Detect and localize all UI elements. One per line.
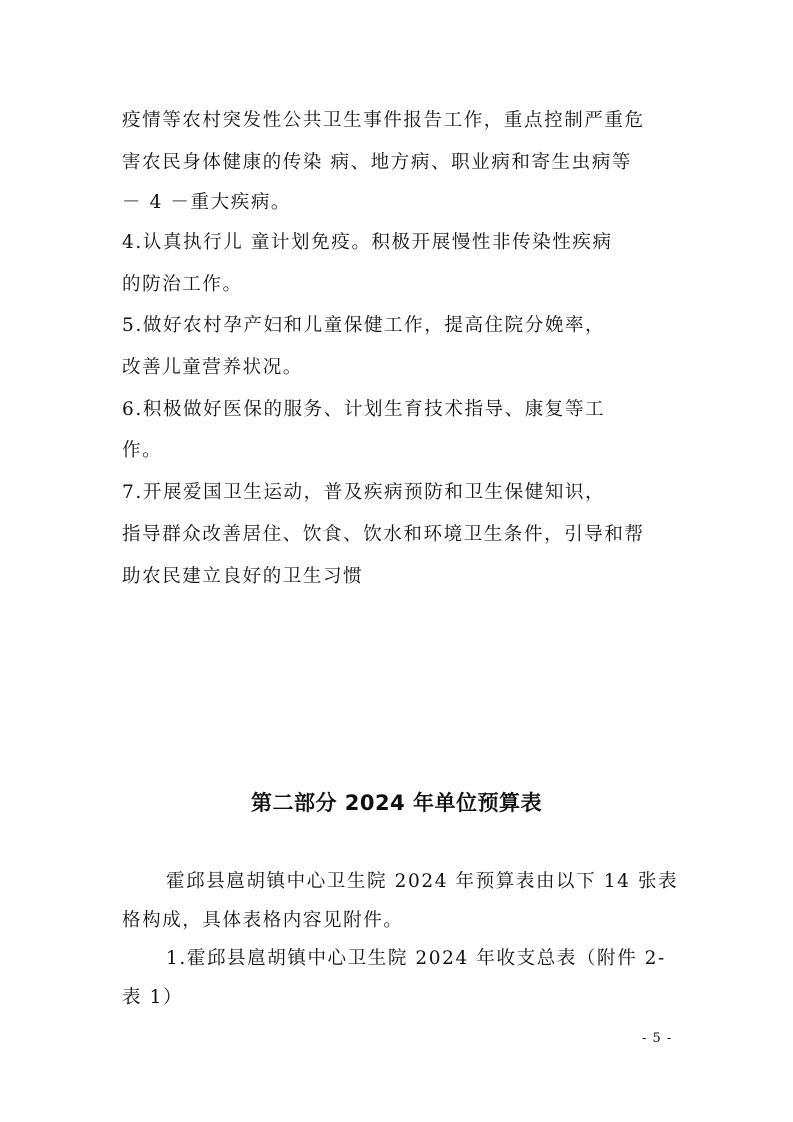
text-line: 助农民建立良好的卫生习惯	[122, 566, 364, 587]
section-heading: 第二部分 2024 年单位预算表	[250, 791, 543, 815]
page-number: - 5 -	[642, 1031, 673, 1046]
text-line: 害农民身体健康的传染 病、地方病、职业病和寄生虫病等	[122, 152, 632, 173]
text-line: 表 1）	[122, 987, 184, 1008]
text-line: 疫情等农村突发性公共卫生事件报告工作，重点控制严重危	[122, 110, 645, 131]
text-line: 作。	[122, 440, 163, 461]
text-line: 改善儿童营养状况。	[122, 357, 303, 378]
paragraph-line: 格构成，具体表格内容见附件。	[122, 910, 404, 931]
text-line: 的防治工作。	[122, 274, 243, 295]
list-item-5: 5.做好农村孕产妇和儿童保健工作，提高住院分娩率，	[122, 315, 606, 336]
list-item-7: 7.开展爱国卫生运动，普及疾病预防和卫生保健知识，	[122, 482, 606, 503]
text-line: － 4 －重大疾病。	[122, 192, 292, 213]
list-item-1: 1.霍邱县扈胡镇中心卫生院 2024 年收支总表（附件 2-	[166, 948, 666, 969]
paragraph-line: 霍邱县扈胡镇中心卫生院 2024 年预算表由以下 14 张表	[166, 871, 679, 892]
list-item-6: 6.积极做好医保的服务、计划生育技术指导、康复等工	[122, 399, 606, 420]
list-item-4: 4.认真执行儿 童计划免疫。积极开展慢性非传染性疾病	[122, 232, 613, 253]
text-line: 指导群众改善居住、饮食、饮水和环境卫生条件，引导和帮	[122, 524, 645, 545]
